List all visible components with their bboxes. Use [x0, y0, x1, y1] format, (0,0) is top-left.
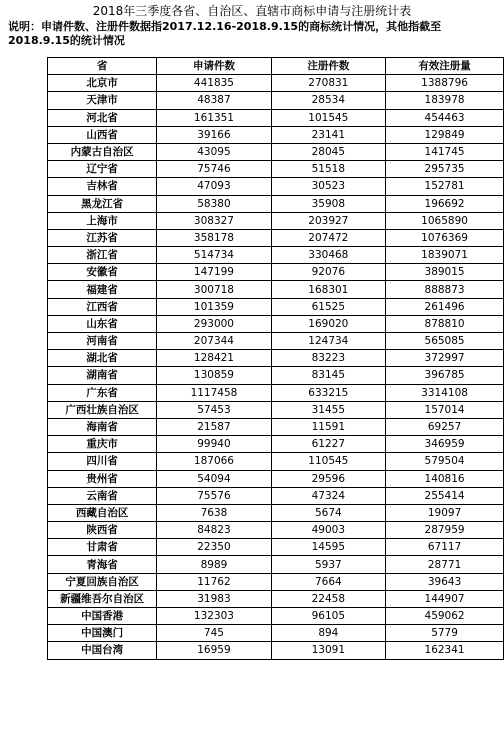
registration-count: 124734: [271, 333, 386, 350]
table-row: [48, 384, 504, 401]
table-row: [48, 608, 504, 625]
registration-count: 110545: [271, 453, 386, 470]
valid-registration-count: 141745: [386, 143, 504, 160]
table-row: [48, 436, 504, 453]
valid-registration-count: 69257: [386, 418, 504, 435]
table-row: [48, 195, 504, 212]
table-row: [48, 470, 504, 487]
province-name: 江西省: [48, 298, 157, 315]
valid-registration-count: 579504: [386, 453, 504, 470]
application-count: 308327: [157, 212, 271, 229]
table-row: [48, 281, 504, 298]
table-row: [48, 126, 504, 143]
registration-count: 83223: [271, 350, 386, 367]
application-count: 31983: [157, 590, 271, 607]
valid-registration-count: 5779: [386, 625, 504, 642]
valid-registration-count: 295735: [386, 161, 504, 178]
application-count: 147199: [157, 264, 271, 281]
registration-count: 101545: [271, 109, 386, 126]
application-count: 441835: [157, 75, 271, 92]
document-title: 2018年三季度各省、自治区、直辖市商标申请与注册统计表: [92, 4, 412, 18]
registration-count: 168301: [271, 281, 386, 298]
table-row: [48, 212, 504, 229]
province-name: 吉林省: [48, 178, 157, 195]
registration-count: 169020: [271, 315, 386, 332]
application-count: 39166: [157, 126, 271, 143]
table-body: [48, 75, 504, 659]
valid-registration-count: 129849: [386, 126, 504, 143]
registration-count: 35908: [271, 195, 386, 212]
note-line-1: 说明：申请件数、注册件数据指2017.12.16-2018.9.15的商标统计情况，其他指截至: [8, 20, 442, 33]
province-name: 云南省: [48, 487, 157, 504]
registration-count: 13091: [271, 642, 386, 659]
table-header-row: [48, 58, 504, 75]
table-row: [48, 590, 504, 607]
application-count: 11762: [157, 573, 271, 590]
valid-registration-count: 565085: [386, 333, 504, 350]
registration-count: 28045: [271, 143, 386, 160]
header-applications: 申请件数: [157, 58, 271, 75]
application-count: 128421: [157, 350, 271, 367]
province-name: 天津市: [48, 92, 157, 109]
application-count: 187066: [157, 453, 271, 470]
registration-count: 31455: [271, 401, 386, 418]
province-name: 安徽省: [48, 264, 157, 281]
valid-registration-count: 459062: [386, 608, 504, 625]
province-name: 江苏省: [48, 229, 157, 246]
registration-count: 330468: [271, 247, 386, 264]
valid-registration-count: 1388796: [386, 75, 504, 92]
valid-registration-count: 3314108: [386, 384, 504, 401]
registration-count: 61525: [271, 298, 386, 315]
application-count: 293000: [157, 315, 271, 332]
table-row: [48, 247, 504, 264]
province-name: 北京市: [48, 75, 157, 92]
valid-registration-count: 196692: [386, 195, 504, 212]
province-name: 青海省: [48, 556, 157, 573]
valid-registration-count: 878810: [386, 315, 504, 332]
province-name: 山东省: [48, 315, 157, 332]
registration-count: 61227: [271, 436, 386, 453]
application-count: 358178: [157, 229, 271, 246]
province-name: 中国台湾: [48, 642, 157, 659]
valid-registration-count: 255414: [386, 487, 504, 504]
application-count: 161351: [157, 109, 271, 126]
valid-registration-count: 389015: [386, 264, 504, 281]
table-row: [48, 487, 504, 504]
application-count: 75576: [157, 487, 271, 504]
application-count: 132303: [157, 608, 271, 625]
valid-registration-count: 1065890: [386, 212, 504, 229]
table-row: [48, 418, 504, 435]
province-name: 黑龙江省: [48, 195, 157, 212]
province-name: 内蒙古自治区: [48, 143, 157, 160]
registration-count: 7664: [271, 573, 386, 590]
table-row: [48, 92, 504, 109]
province-name: 海南省: [48, 418, 157, 435]
registration-count: 5937: [271, 556, 386, 573]
table-row: [48, 315, 504, 332]
registration-count: 22458: [271, 590, 386, 607]
application-count: 130859: [157, 367, 271, 384]
table-row: [48, 178, 504, 195]
application-count: 514734: [157, 247, 271, 264]
application-count: 22350: [157, 539, 271, 556]
application-count: 745: [157, 625, 271, 642]
application-count: 8989: [157, 556, 271, 573]
province-name: 山西省: [48, 126, 157, 143]
table-row: [48, 143, 504, 160]
application-count: 21587: [157, 418, 271, 435]
valid-registration-count: 140816: [386, 470, 504, 487]
table-row: [48, 401, 504, 418]
registration-count: 14595: [271, 539, 386, 556]
application-count: 57453: [157, 401, 271, 418]
document-note: [8, 20, 498, 48]
province-name: 上海市: [48, 212, 157, 229]
valid-registration-count: 372997: [386, 350, 504, 367]
table-row: [48, 298, 504, 315]
province-name: 福建省: [48, 281, 157, 298]
table-row: [48, 642, 504, 659]
province-name: 浙江省: [48, 247, 157, 264]
province-name: 河南省: [48, 333, 157, 350]
valid-registration-count: 152781: [386, 178, 504, 195]
table-row: [48, 229, 504, 246]
valid-registration-count: 67117: [386, 539, 504, 556]
registration-count: 5674: [271, 504, 386, 521]
valid-registration-count: 287959: [386, 522, 504, 539]
province-name: 宁夏回族自治区: [48, 573, 157, 590]
application-count: 7638: [157, 504, 271, 521]
application-count: 43095: [157, 143, 271, 160]
table-row: [48, 350, 504, 367]
table-row: [48, 504, 504, 521]
application-count: 300718: [157, 281, 271, 298]
table-row: [48, 453, 504, 470]
header-province: 省: [48, 58, 157, 75]
province-name: 四川省: [48, 453, 157, 470]
valid-registration-count: 144907: [386, 590, 504, 607]
application-count: 101359: [157, 298, 271, 315]
valid-registration-count: 162341: [386, 642, 504, 659]
registration-count: 633215: [271, 384, 386, 401]
province-name: 广东省: [48, 384, 157, 401]
table-row: [48, 367, 504, 384]
application-count: 58380: [157, 195, 271, 212]
valid-registration-count: 888873: [386, 281, 504, 298]
registration-count: 11591: [271, 418, 386, 435]
valid-registration-count: 1839071: [386, 247, 504, 264]
valid-registration-count: 28771: [386, 556, 504, 573]
registration-count: 47324: [271, 487, 386, 504]
note-line-2: 2018.9.15的统计情况: [8, 34, 125, 47]
valid-registration-count: 19097: [386, 504, 504, 521]
registration-count: 894: [271, 625, 386, 642]
province-name: 陕西省: [48, 522, 157, 539]
table-row: [48, 573, 504, 590]
valid-registration-count: 396785: [386, 367, 504, 384]
province-name: 辽宁省: [48, 161, 157, 178]
registration-count: 23141: [271, 126, 386, 143]
statistics-table: [47, 57, 504, 660]
province-name: 广西壮族自治区: [48, 401, 157, 418]
application-count: 48387: [157, 92, 271, 109]
registration-count: 49003: [271, 522, 386, 539]
province-name: 中国香港: [48, 608, 157, 625]
province-name: 重庆市: [48, 436, 157, 453]
application-count: 16959: [157, 642, 271, 659]
table-row: [48, 109, 504, 126]
registration-count: 83145: [271, 367, 386, 384]
registration-count: 207472: [271, 229, 386, 246]
valid-registration-count: 261496: [386, 298, 504, 315]
application-count: 99940: [157, 436, 271, 453]
table-row: [48, 625, 504, 642]
registration-count: 203927: [271, 212, 386, 229]
table-row: [48, 539, 504, 556]
table-row: [48, 556, 504, 573]
province-name: 西藏自治区: [48, 504, 157, 521]
valid-registration-count: 157014: [386, 401, 504, 418]
province-name: 甘肃省: [48, 539, 157, 556]
valid-registration-count: 346959: [386, 436, 504, 453]
province-name: 新疆维吾尔自治区: [48, 590, 157, 607]
valid-registration-count: 1076369: [386, 229, 504, 246]
province-name: 湖南省: [48, 367, 157, 384]
valid-registration-count: 39643: [386, 573, 504, 590]
header-registrations: 注册件数: [271, 58, 386, 75]
application-count: 84823: [157, 522, 271, 539]
province-name: 湖北省: [48, 350, 157, 367]
table-row: [48, 264, 504, 281]
application-count: 75746: [157, 161, 271, 178]
valid-registration-count: 454463: [386, 109, 504, 126]
application-count: 54094: [157, 470, 271, 487]
registration-count: 270831: [271, 75, 386, 92]
valid-registration-count: 183978: [386, 92, 504, 109]
application-count: 1117458: [157, 384, 271, 401]
registration-count: 30523: [271, 178, 386, 195]
province-name: 贵州省: [48, 470, 157, 487]
application-count: 47093: [157, 178, 271, 195]
table-row: [48, 75, 504, 92]
registration-count: 28534: [271, 92, 386, 109]
table-row: [48, 522, 504, 539]
registration-count: 29596: [271, 470, 386, 487]
registration-count: 92076: [271, 264, 386, 281]
table-row: [48, 333, 504, 350]
application-count: 207344: [157, 333, 271, 350]
registration-count: 96105: [271, 608, 386, 625]
table-row: [48, 161, 504, 178]
registration-count: 51518: [271, 161, 386, 178]
province-name: 中国澳门: [48, 625, 157, 642]
header-valid-registrations: 有效注册量: [386, 58, 504, 75]
province-name: 河北省: [48, 109, 157, 126]
